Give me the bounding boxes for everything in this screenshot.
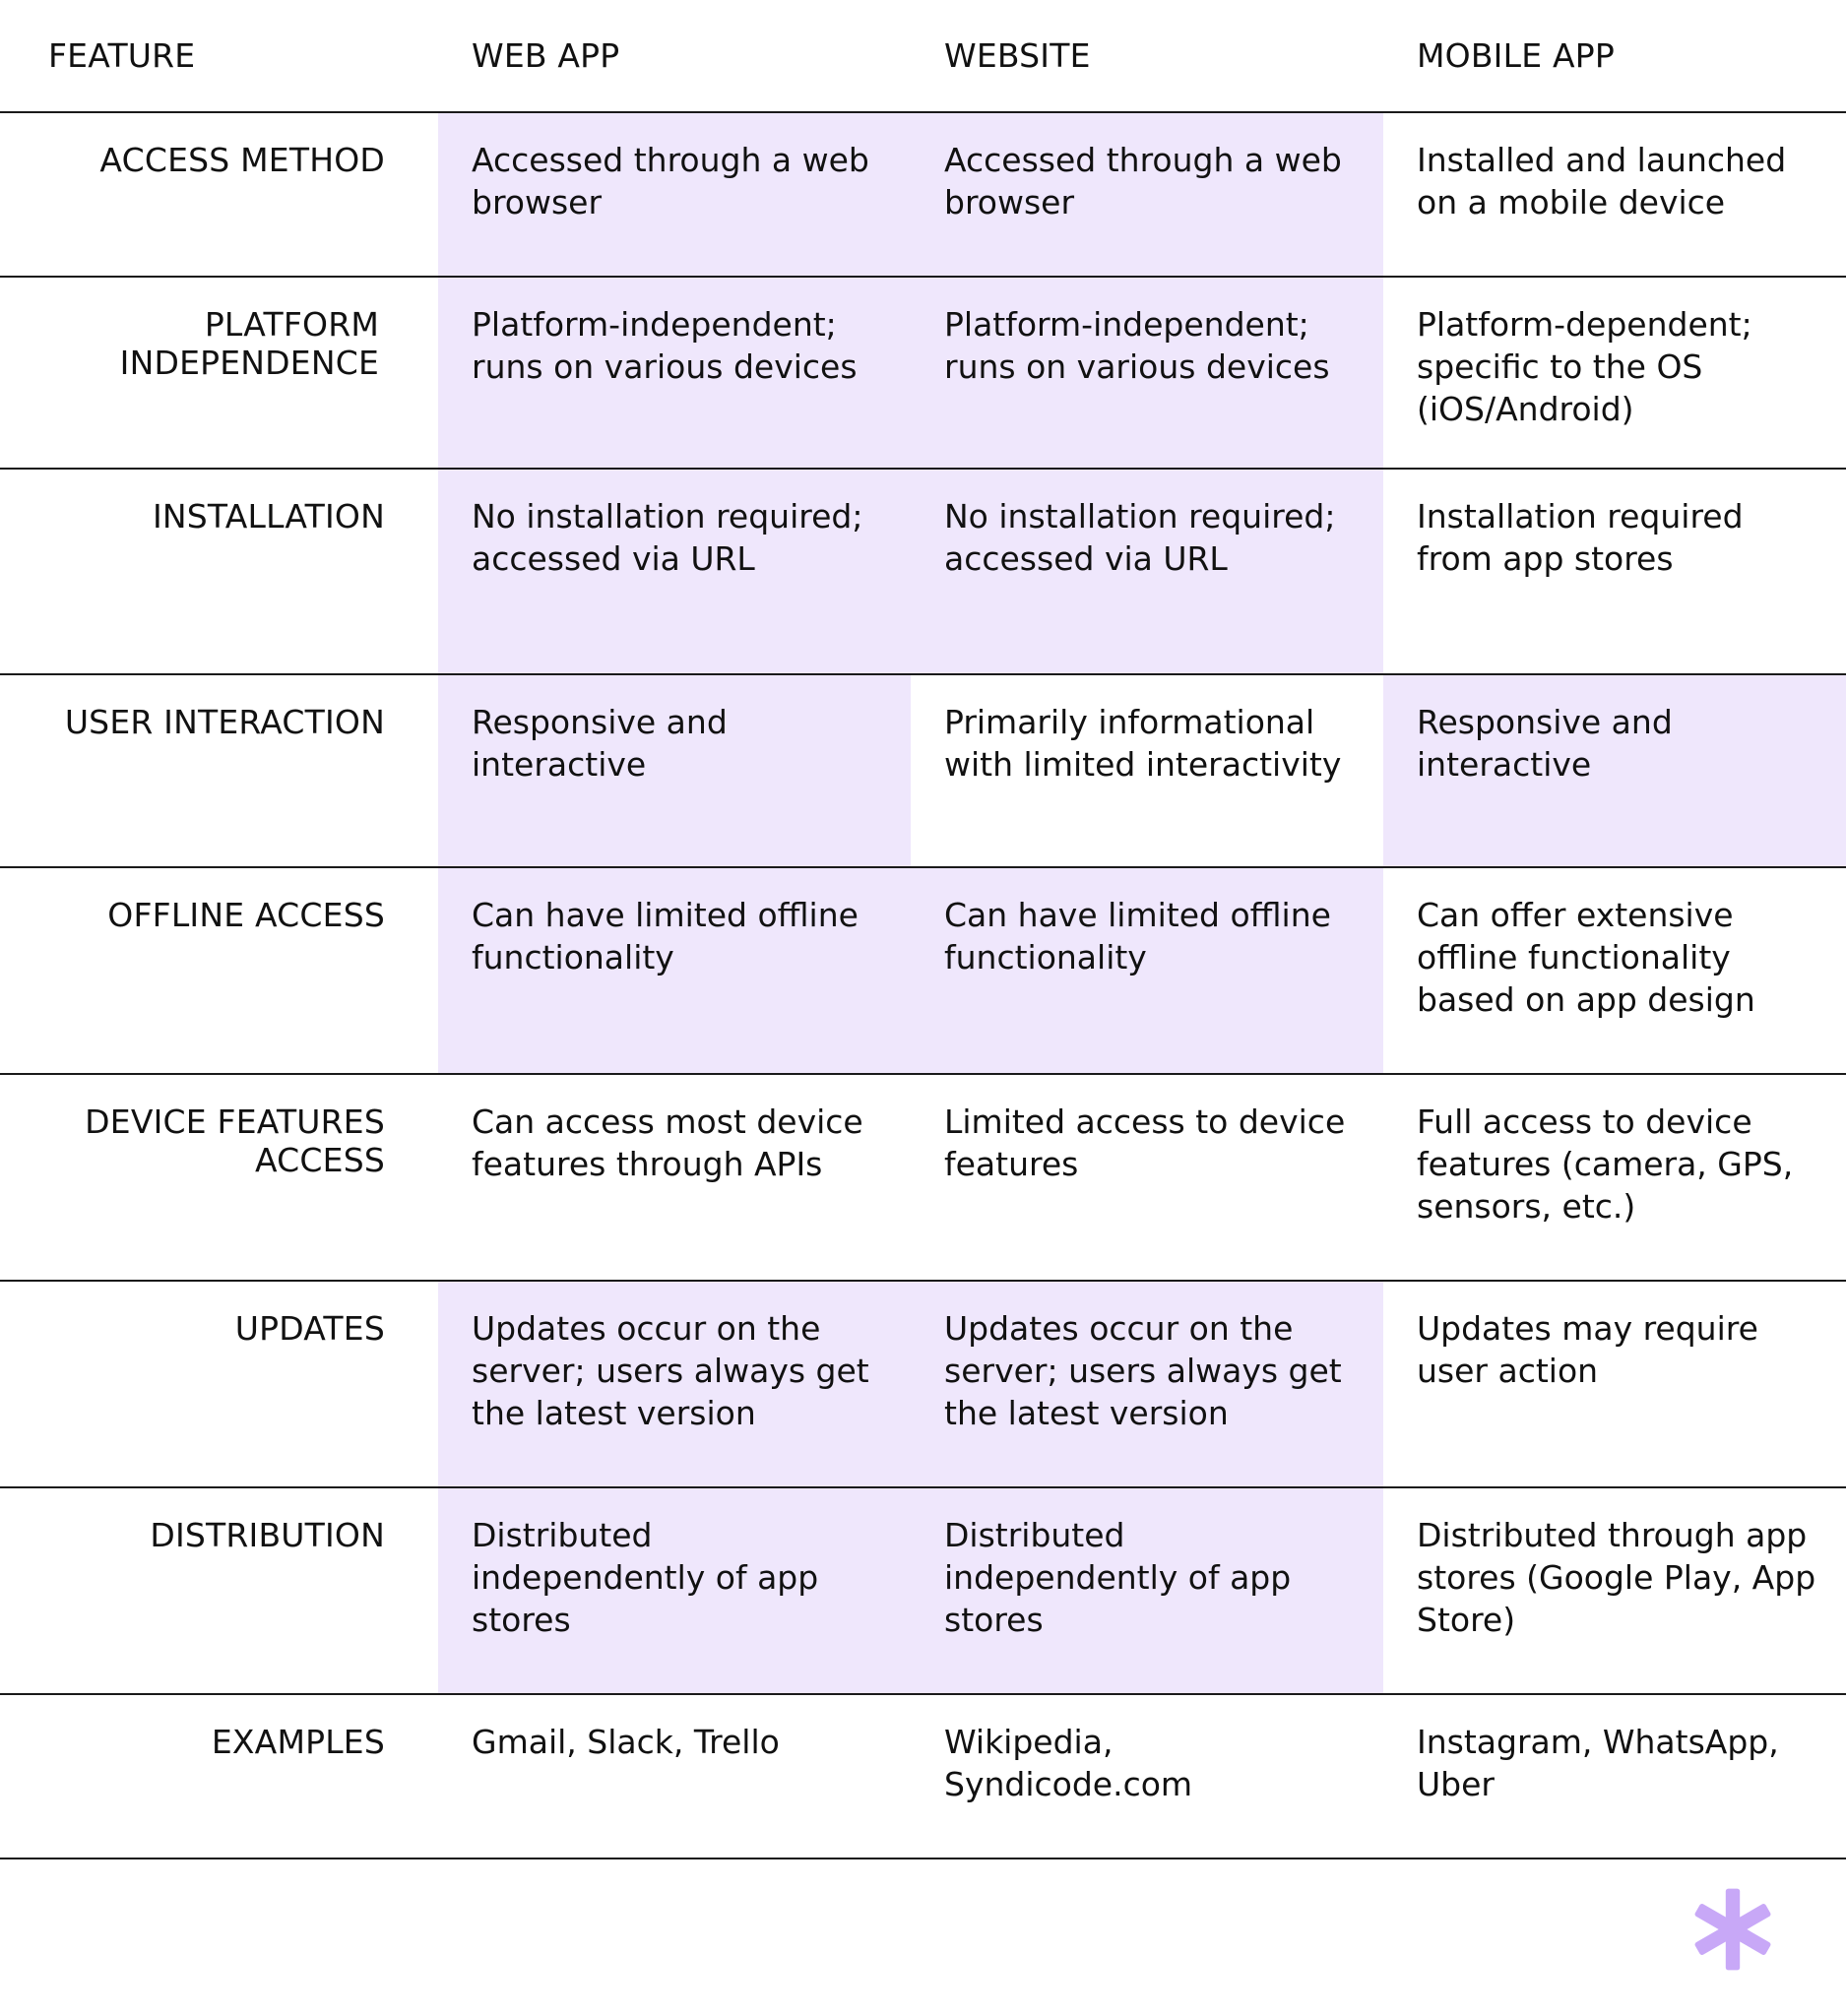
- mobile-app-cell: Platform-dependent; specific to the OS (iOS/Android): [1383, 277, 1846, 469]
- row-offline-access: [0, 867, 1846, 1074]
- web-app-cell: Responsive and interactive: [438, 674, 911, 867]
- header-mobile-app: MOBILE APP: [1383, 0, 1846, 112]
- row-platform-independence: [0, 277, 1846, 469]
- web-app-cell: Can access most device features through APIs: [438, 1074, 911, 1281]
- mobile-app-cell: Instagram, WhatsApp, Uber: [1383, 1694, 1846, 1858]
- row-distribution: [0, 1487, 1846, 1694]
- website-cell: Limited access to device features: [911, 1074, 1383, 1281]
- feature-label: ACCESS METHOD: [0, 112, 438, 277]
- feature-label: OFFLINE ACCESS: [0, 867, 438, 1074]
- web-app-cell: Platform-independent; runs on various devices: [438, 277, 911, 469]
- web-app-cell: Updates occur on the server; users always get the latest version: [438, 1281, 911, 1487]
- website-cell: Can have limited offline functionality: [911, 867, 1383, 1074]
- row-device-features-access: [0, 1074, 1846, 1281]
- web-app-cell: Distributed independently of app stores: [438, 1487, 911, 1694]
- web-app-cell: Gmail, Slack, Trello: [438, 1694, 911, 1858]
- website-cell: No installation required; accessed via URL: [911, 469, 1383, 674]
- row-examples: [0, 1694, 1846, 1858]
- row-installation: [0, 469, 1846, 674]
- mobile-app-cell: Installed and launched on a mobile device: [1383, 112, 1846, 277]
- row-user-interaction: [0, 674, 1846, 867]
- feature-label: EXAMPLES: [0, 1694, 438, 1858]
- website-cell: Accessed through a web browser: [911, 112, 1383, 277]
- header-web-app: WEB APP: [438, 0, 911, 112]
- website-cell: Primarily informational with limited interactivity: [911, 674, 1383, 867]
- feature-label: USER INTERACTION: [0, 674, 438, 867]
- feature-label: UPDATES: [0, 1281, 438, 1487]
- header-row: [0, 0, 1846, 112]
- mobile-app-cell: Installation required from app stores: [1383, 469, 1846, 674]
- row-access-method: [0, 112, 1846, 277]
- feature-label: DISTRIBUTION: [0, 1487, 438, 1694]
- feature-label: DEVICE FEATURES ACCESS: [0, 1074, 438, 1281]
- header-website: WEBSITE: [911, 0, 1383, 112]
- feature-label: [0, 277, 438, 469]
- mobile-app-cell: Responsive and interactive: [1383, 674, 1846, 867]
- row-updates: [0, 1281, 1846, 1487]
- website-cell: Updates occur on the server; users always get the latest version: [911, 1281, 1383, 1487]
- mobile-app-cell: Full access to device features (camera, GPS, sensors, etc.): [1383, 1074, 1846, 1281]
- website-cell: Platform-independent; runs on various devices: [911, 277, 1383, 469]
- header-feature: FEATURE: [0, 0, 438, 112]
- mobile-app-cell: Distributed through app stores (Google Play, App Store): [1383, 1487, 1846, 1694]
- asterisk-logo-icon: [1688, 1885, 1777, 1974]
- feature-label: INSTALLATION: [0, 469, 438, 674]
- mobile-app-cell: Updates may require user action: [1383, 1281, 1846, 1487]
- feature-label-text: PLATFORM INDEPENDENCE: [119, 305, 379, 382]
- web-app-cell: No installation required; accessed via URL: [438, 469, 911, 674]
- web-app-cell: Can have limited offline functionality: [438, 867, 911, 1074]
- website-cell: Wikipedia, Syndicode.com: [911, 1694, 1383, 1858]
- mobile-app-cell: Can offer extensive offline functionality based on app design: [1383, 867, 1846, 1074]
- website-cell: Distributed independently of app stores: [911, 1487, 1383, 1694]
- web-app-cell: Accessed through a web browser: [438, 112, 911, 277]
